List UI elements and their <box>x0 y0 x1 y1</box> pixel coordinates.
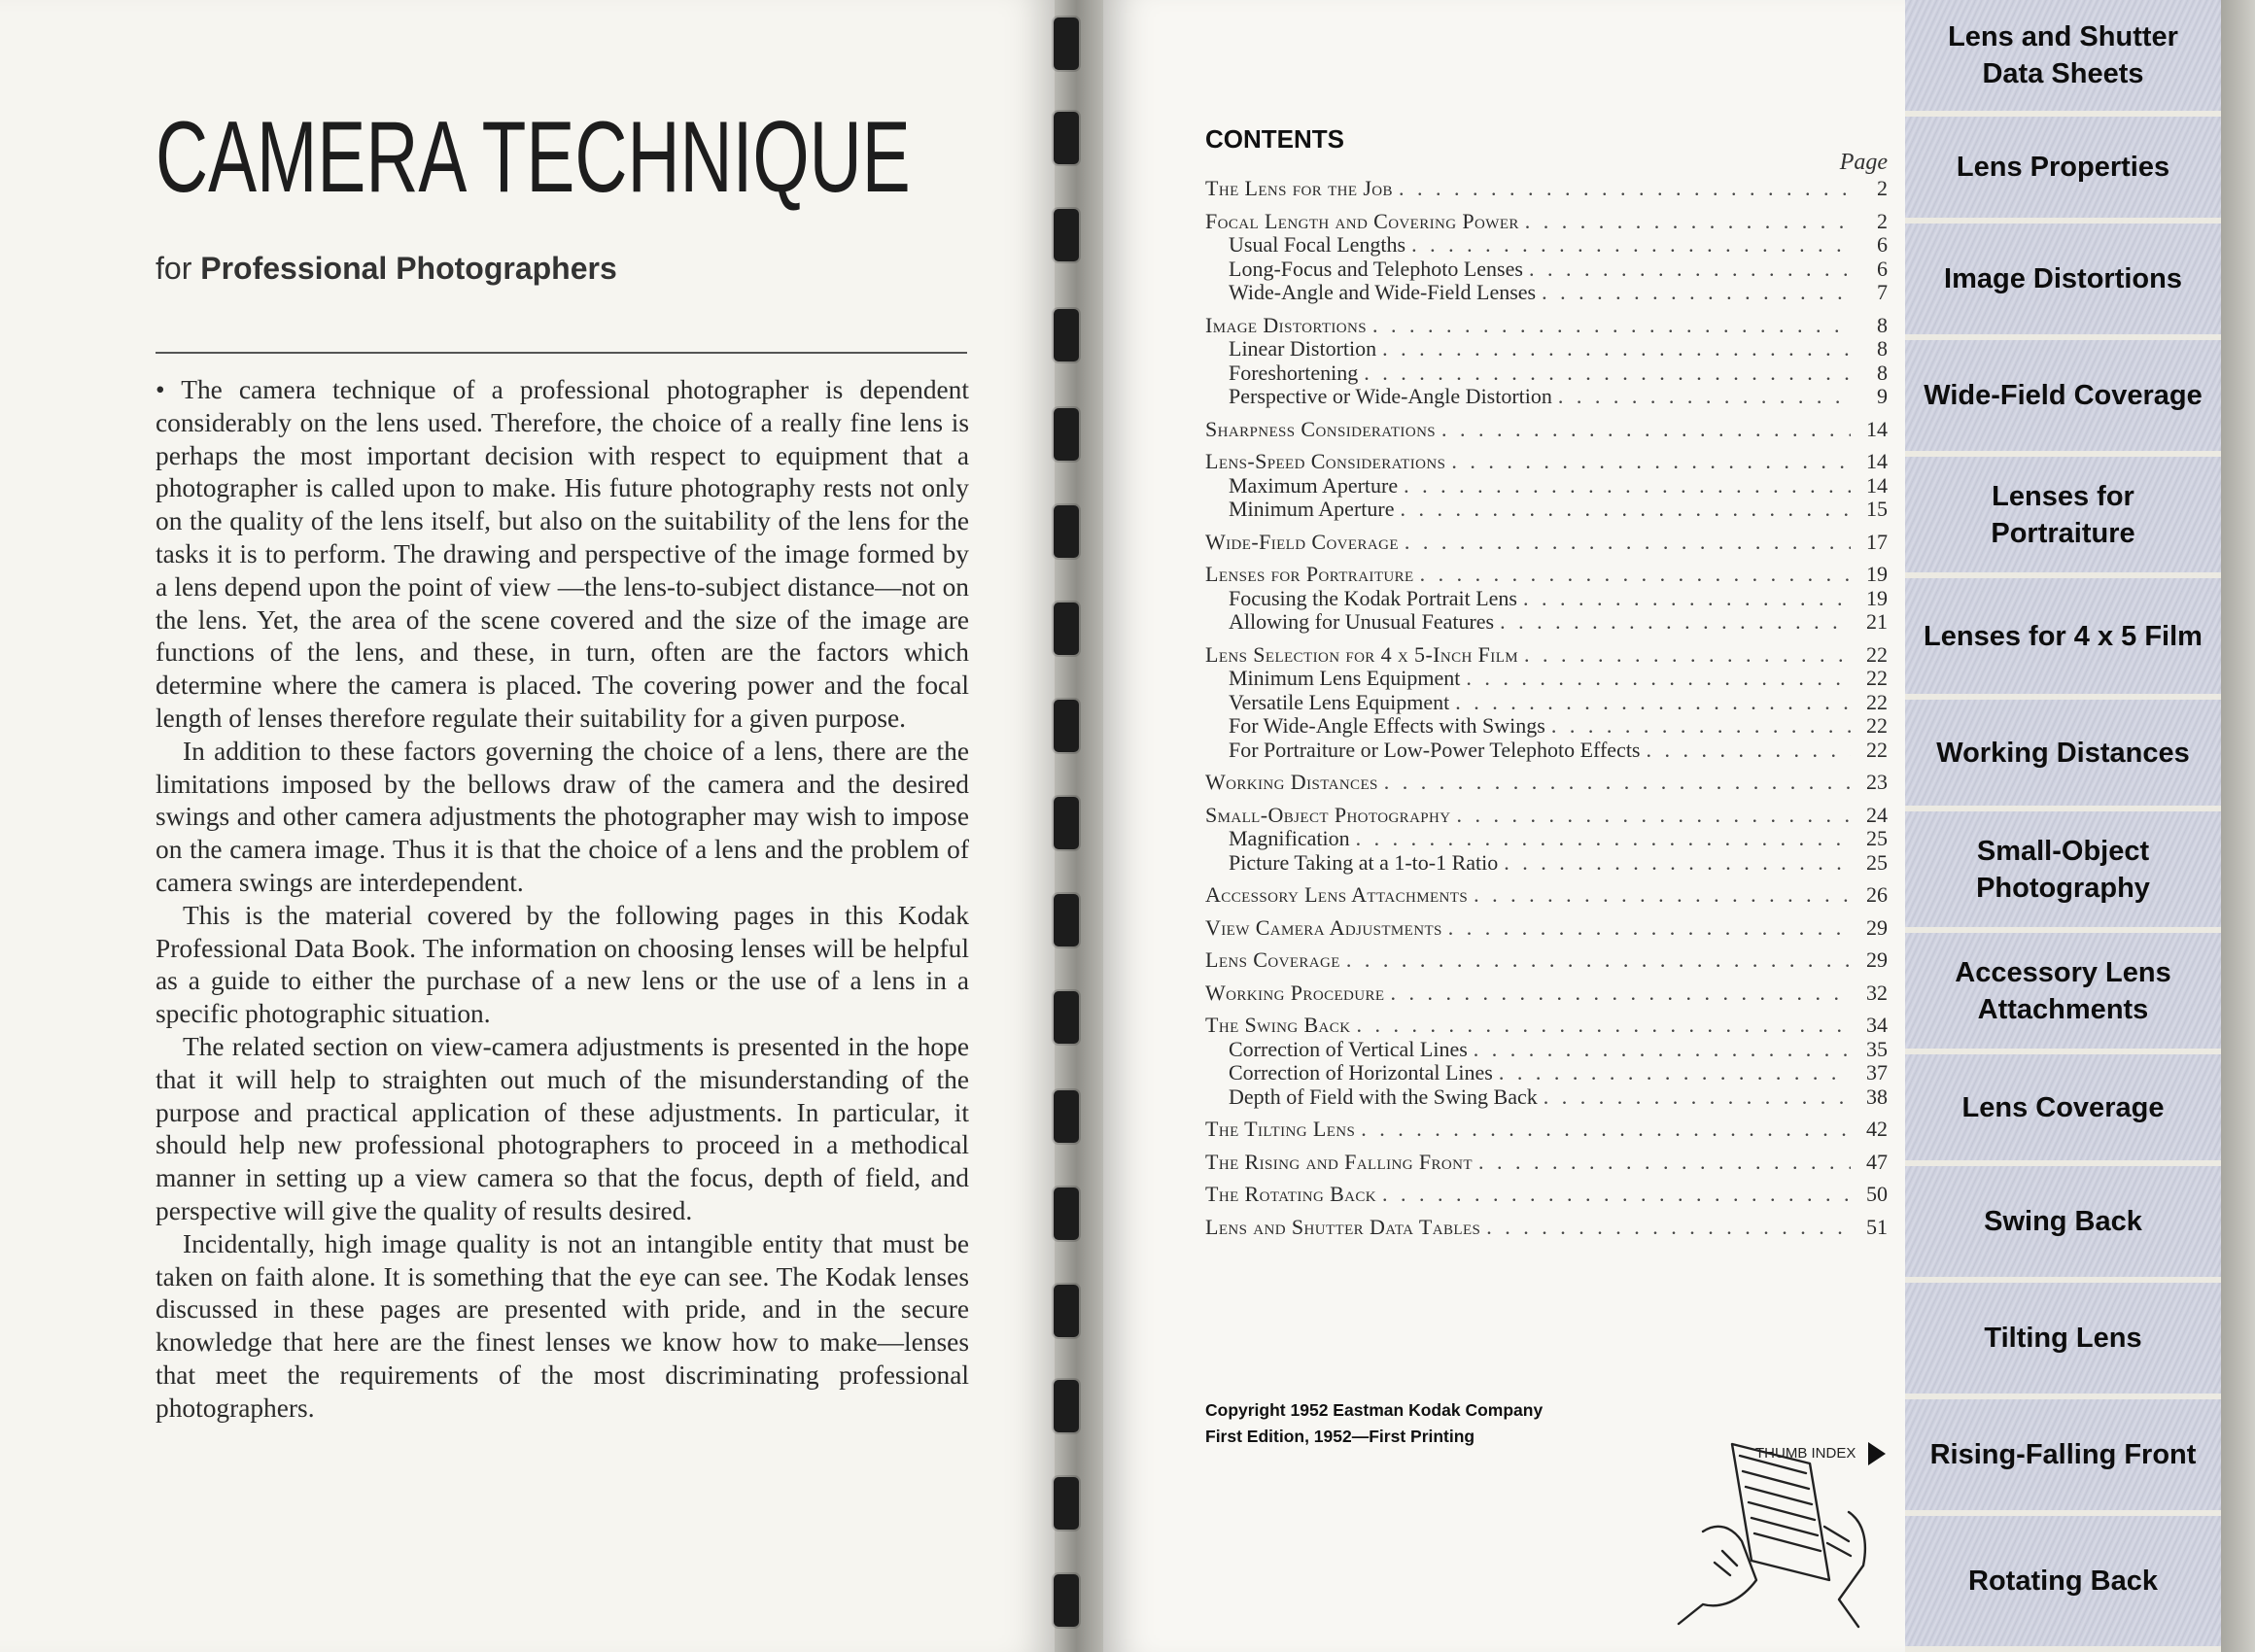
spiral-hole <box>1054 1574 1079 1627</box>
toc-page-number: 19 <box>1866 585 1888 610</box>
toc-leader-dots <box>1460 666 1851 691</box>
toc-entry-title: Accessory Lens Attachments <box>1205 882 1469 907</box>
toc-page-number: 25 <box>1866 849 1888 875</box>
toc-page-number: 42 <box>1866 1117 1888 1141</box>
toc-entry-title: Long-Focus and Telephoto Lenses <box>1229 256 1523 281</box>
toc-subentry[interactable] <box>1205 361 1888 385</box>
toc-entry-title: The Tilting Lens <box>1205 1117 1356 1141</box>
toc-entry-title: Perspective or Wide-Angle Distortion <box>1229 384 1552 408</box>
intro-paragraph: The related section on view-camera adjustments is presented in the hope that it will help to straighten out much of the misunderstanding of the purpose and practical application of these adjustments. In particular, it should help new professional photographers to proceed in a methodical manner in setting up a view camera so that the focus, depth of field, and perspective will give the quality of results desired. <box>156 1031 969 1225</box>
toc-group <box>1205 1182 1888 1206</box>
toc-leader-dots <box>1538 1084 1851 1110</box>
toc-entry[interactable] <box>1205 915 1888 940</box>
toc-subentry[interactable] <box>1205 232 1888 257</box>
toc-entry-title: The Swing Back <box>1205 1013 1351 1037</box>
thumb-index-label: THUMB INDEX <box>1755 1445 1856 1462</box>
toc-leader-dots <box>1436 417 1851 442</box>
toc-group <box>1205 882 1888 907</box>
toc-group <box>1205 803 1888 875</box>
toc-entry[interactable] <box>1205 417 1888 441</box>
toc-group <box>1205 947 1888 972</box>
toc-page-number: 24 <box>1866 802 1888 827</box>
toc-entry-title: Wide-Field Coverage <box>1205 529 1399 554</box>
toc-entry[interactable] <box>1205 642 1888 667</box>
toc-entry-title: The Rising and Falling Front <box>1205 1149 1473 1174</box>
toc-entry[interactable] <box>1205 209 1888 233</box>
toc-leader-dots <box>1398 473 1851 499</box>
toc-entry-title: Sharpness Considerations <box>1205 416 1437 441</box>
toc-page-number: 32 <box>1866 980 1888 1005</box>
spiral-hole <box>1054 408 1079 461</box>
subtitle-prefix: for <box>156 251 201 286</box>
left-page <box>0 0 1055 1652</box>
toc-entry-title: Magnification <box>1229 826 1350 850</box>
spiral-hole <box>1054 112 1079 164</box>
thumb-tab[interactable]: Tilting Lens <box>1905 1283 2221 1399</box>
toc-leader-dots <box>1442 915 1851 941</box>
toc-entry[interactable] <box>1205 1013 1888 1037</box>
toc-subentry[interactable] <box>1205 1037 1888 1061</box>
toc-leader-dots <box>1518 642 1851 668</box>
toc-page-number: 8 <box>1877 360 1888 385</box>
toc-entry-title: Lens and Shutter Data Tables <box>1205 1214 1481 1239</box>
toc-group <box>1205 449 1888 521</box>
title-rule <box>156 352 967 354</box>
toc-entry-title: For Portraiture or Low-Power Telephoto Effects <box>1229 737 1641 762</box>
toc-subentry[interactable] <box>1205 280 1888 304</box>
toc-subentry[interactable] <box>1205 850 1888 875</box>
toc-page-number: 8 <box>1877 336 1888 361</box>
toc-entry-title: Minimum Lens Equipment <box>1229 666 1461 690</box>
toc-group <box>1205 1215 1888 1239</box>
toc-leader-dots <box>1376 1182 1851 1207</box>
toc-group <box>1205 1117 1888 1141</box>
table-of-contents <box>1205 176 1888 1247</box>
toc-subentry[interactable] <box>1205 336 1888 361</box>
toc-entry-title: Focusing the Kodak Portrait Lens <box>1229 585 1517 610</box>
toc-entry[interactable] <box>1205 947 1888 972</box>
toc-leader-dots <box>1376 336 1851 361</box>
toc-page-number: 34 <box>1866 1013 1888 1037</box>
thumb-tab[interactable]: Lens Properties <box>1905 117 2221 224</box>
toc-entry-title: Picture Taking at a 1-to-1 Ratio <box>1229 849 1499 875</box>
toc-page-number: 50 <box>1866 1182 1888 1206</box>
spiral-binding-left <box>1050 0 1083 1652</box>
toc-page-number: 37 <box>1866 1060 1888 1084</box>
toc-entry-title: Focal Length and Covering Power <box>1205 208 1519 233</box>
thumb-tab[interactable]: Lens Coverage <box>1905 1054 2221 1166</box>
toc-leader-dots <box>1493 1060 1851 1085</box>
toc-leader-dots <box>1517 586 1851 611</box>
toc-leader-dots <box>1480 1215 1851 1240</box>
toc-subentry[interactable] <box>1205 257 1888 281</box>
intro-paragraph: In addition to these factors governing the choice of a lens, there are the limitations imposed by the bellows draw of the camera and the desired swings and other camera adjustments the photographer may wish to impose on the camera image. Thus it is that the choice of a lens and the problem of camera swings are interdependent. <box>156 736 969 897</box>
toc-entry[interactable] <box>1205 176 1888 200</box>
thumb-tab[interactable]: Image Distortions <box>1905 224 2221 340</box>
thumb-tab[interactable]: Small-Object Photography <box>1905 811 2221 933</box>
toc-group <box>1205 176 1888 200</box>
toc-leader-dots <box>1340 947 1851 973</box>
toc-entry-title: Minimum Aperture <box>1229 497 1395 521</box>
spiral-hole <box>1054 797 1079 849</box>
spiral-hole <box>1054 505 1079 558</box>
toc-entry[interactable] <box>1205 449 1888 473</box>
toc-page-number: 29 <box>1866 947 1888 972</box>
intro-paragraph: Incidentally, high image quality is not an intangible entity that must be taken on faith alone. It is something that the eye can see. The Kodak lenses discussed in these pages are presented with pride, and in the secure knowledge that here are the finest lenses we know how to make—lenses that meet the requirements of the most discriminating professional photographers. <box>156 1228 969 1423</box>
toc-page-number: 26 <box>1866 882 1888 907</box>
toc-page-number: 17 <box>1866 529 1888 554</box>
toc-leader-dots <box>1468 1037 1851 1062</box>
contents-heading: CONTENTS <box>1205 124 1344 154</box>
toc-subentry[interactable] <box>1205 826 1888 850</box>
intro-paragraph: • The camera technique of a professional photographer is dependent considerably on the lens used. Therefore, the choice of a really fine lens is perhaps the most important decision with respect to equipment that a photographer is called upon to make. His future photography rests not only on the quality of the lens itself, but also on the suitability of the lens for the tasks it is to perform. The drawing and perspective of the image formed by a lens depend upon the point of view —the lens-to-subject distance—not on the lens. Yet, the area of the scene covered and the size of the image are functions of the lens, and these, in turn, often are the factors which determine where the camera is placed. The covering power and the focal length of lenses therefore regulate their suitability for a given purpose. <box>156 375 969 733</box>
toc-page-number: 21 <box>1866 609 1888 634</box>
toc-entry-title: The Rotating Back <box>1205 1182 1377 1206</box>
thumb-tab[interactable]: Wide-Field Coverage <box>1905 340 2221 457</box>
toc-entry-title: Correction of Horizontal Lines <box>1229 1060 1493 1084</box>
copyright-line: Copyright 1952 Eastman Kodak Company <box>1205 1400 1544 1420</box>
toc-entry-title: Lens-Speed Considerations <box>1205 449 1446 473</box>
toc-entry-title: Linear Distortion <box>1229 336 1377 361</box>
spiral-hole <box>1054 1477 1079 1530</box>
spiral-hole <box>1054 209 1079 261</box>
toc-page-number: 25 <box>1866 826 1888 850</box>
edition-line: First Edition, 1952—First Printing <box>1205 1427 1475 1446</box>
toc-group <box>1205 1013 1888 1108</box>
page-column-label: Page <box>1839 150 1888 175</box>
toc-entry-title: Allowing for Unusual Features <box>1229 609 1495 634</box>
toc-page-number: 7 <box>1877 280 1888 304</box>
toc-entry-title: Usual Focal Lengths <box>1229 232 1406 257</box>
toc-leader-dots <box>1552 384 1851 409</box>
spiral-hole <box>1054 894 1079 946</box>
toc-page-number: 15 <box>1866 497 1888 521</box>
toc-page-number: 14 <box>1866 416 1888 441</box>
thumb-tab[interactable]: Rising-Falling Front <box>1905 1399 2221 1516</box>
toc-leader-dots <box>1494 609 1851 635</box>
thumb-tab[interactable]: Lens and Shutter Data Sheets <box>1905 0 2221 117</box>
toc-group <box>1205 915 1888 940</box>
toc-entry[interactable] <box>1205 1215 1888 1239</box>
toc-leader-dots <box>1545 713 1851 739</box>
spiral-hole <box>1054 309 1079 361</box>
toc-leader-dots <box>1384 981 1851 1006</box>
toc-leader-dots <box>1393 176 1851 201</box>
toc-entry[interactable] <box>1205 803 1888 827</box>
toc-entry-title: View Camera Adjustments <box>1205 914 1442 940</box>
toc-page-number: 22 <box>1866 737 1888 762</box>
toc-entry-title: Depth of Field with the Swing Back <box>1229 1084 1538 1109</box>
toc-page-number: 14 <box>1866 449 1888 473</box>
toc-leader-dots <box>1394 497 1851 522</box>
toc-entry-title: Lens Coverage <box>1205 947 1340 972</box>
page-edge <box>2221 0 2255 1652</box>
toc-leader-dots <box>1355 1117 1851 1142</box>
toc-subentry[interactable] <box>1205 586 1888 610</box>
toc-group <box>1205 981 1888 1005</box>
toc-subentry[interactable] <box>1205 384 1888 408</box>
toc-subentry[interactable] <box>1205 609 1888 634</box>
page-title: CAMERA TECHNIQUE <box>156 101 911 214</box>
toc-entry[interactable] <box>1205 770 1888 794</box>
thumb-index-tabs <box>1905 0 2221 1652</box>
toc-page-number: 6 <box>1877 256 1888 281</box>
toc-page-number: 51 <box>1866 1214 1888 1239</box>
toc-subentry[interactable] <box>1205 1060 1888 1084</box>
toc-page-number: 2 <box>1877 208 1888 233</box>
intro-paragraph: This is the material covered by the following pages in this Kodak Professional Data Book. The information on choosing lenses will be helpful as a guide to either the purchase of a new lens or the use of a lens in a specific photographic situation. <box>156 900 969 1029</box>
toc-entry-title: Lenses for Portraiture <box>1205 562 1414 586</box>
toc-page-number: 8 <box>1877 312 1888 337</box>
toc-subentry[interactable] <box>1205 1084 1888 1109</box>
spiral-hole <box>1054 1090 1079 1143</box>
toc-leader-dots <box>1449 690 1851 715</box>
toc-entry-title: Lens Selection for 4 x 5-Inch Film <box>1205 641 1518 667</box>
toc-page-number: 22 <box>1866 641 1888 667</box>
arrow-right-icon <box>1866 1440 1888 1467</box>
toc-page-number: 2 <box>1877 176 1888 200</box>
toc-group <box>1205 209 1888 304</box>
toc-entry-title: Maximum Aperture <box>1229 472 1399 498</box>
toc-entry[interactable] <box>1205 981 1888 1005</box>
thumb-tab[interactable]: Lenses for Portraiture <box>1905 457 2221 578</box>
toc-entry-title: Small-Object Photography <box>1205 802 1451 827</box>
toc-subentry[interactable] <box>1205 497 1888 521</box>
toc-entry[interactable] <box>1205 1117 1888 1141</box>
thumb-index-hands-icon <box>1664 1434 1897 1629</box>
toc-leader-dots <box>1498 850 1851 876</box>
toc-page-number: 22 <box>1866 713 1888 738</box>
toc-entry[interactable] <box>1205 530 1888 554</box>
copyright-notice <box>1205 1397 1543 1450</box>
toc-leader-dots <box>1468 882 1851 908</box>
thumb-tab[interactable]: Lenses for 4 x 5 Film <box>1905 578 2221 700</box>
toc-page-number: 9 <box>1877 384 1888 408</box>
toc-leader-dots <box>1445 449 1851 474</box>
toc-page-number: 29 <box>1866 914 1888 940</box>
toc-group <box>1205 642 1888 762</box>
toc-leader-dots <box>1523 257 1851 282</box>
toc-entry-title: Foreshortening <box>1229 360 1359 385</box>
toc-page-number: 14 <box>1866 472 1888 498</box>
toc-leader-dots <box>1641 738 1852 763</box>
intro-text <box>156 374 969 1426</box>
thumb-tab[interactable]: Swing Back <box>1905 1166 2221 1283</box>
toc-entry[interactable] <box>1205 313 1888 337</box>
toc-entry-title: Image Distortions <box>1205 312 1368 337</box>
toc-subentry[interactable] <box>1205 666 1888 690</box>
spiral-hole <box>1054 1380 1079 1432</box>
page-subtitle <box>156 251 617 287</box>
toc-leader-dots <box>1367 313 1851 338</box>
toc-leader-dots <box>1358 361 1851 386</box>
toc-leader-dots <box>1451 803 1851 828</box>
toc-group <box>1205 770 1888 794</box>
spiral-hole <box>1054 17 1079 70</box>
spiral-hole <box>1054 1187 1079 1240</box>
toc-group <box>1205 313 1888 408</box>
toc-leader-dots <box>1350 1013 1851 1038</box>
toc-page-number: 19 <box>1866 562 1888 586</box>
subtitle-emphasis: Professional Photographers <box>200 251 617 286</box>
toc-page-number: 23 <box>1866 770 1888 794</box>
toc-entry-title: Working Procedure <box>1205 980 1385 1005</box>
toc-entry[interactable] <box>1205 882 1888 907</box>
spiral-hole <box>1054 700 1079 752</box>
toc-leader-dots <box>1519 209 1851 234</box>
toc-leader-dots <box>1350 826 1851 851</box>
toc-leader-dots <box>1536 280 1851 305</box>
toc-group <box>1205 562 1888 634</box>
toc-page-number: 35 <box>1866 1036 1888 1061</box>
toc-entry-title: The Lens for the Job <box>1205 176 1393 200</box>
toc-page-number: 22 <box>1866 689 1888 714</box>
spiral-hole <box>1054 602 1079 655</box>
toc-page-number: 6 <box>1877 232 1888 257</box>
toc-leader-dots <box>1405 232 1851 258</box>
spiral-hole <box>1054 991 1079 1044</box>
toc-entry[interactable] <box>1205 1182 1888 1206</box>
toc-leader-dots <box>1473 1150 1851 1175</box>
toc-subentry[interactable] <box>1205 738 1888 762</box>
toc-page-number: 38 <box>1866 1084 1888 1109</box>
toc-group <box>1205 1150 1888 1174</box>
toc-entry-title: Working Distances <box>1205 770 1378 794</box>
spiral-hole <box>1054 1285 1079 1337</box>
toc-subentry[interactable] <box>1205 713 1888 738</box>
toc-entry-title: For Wide-Angle Effects with Swings <box>1229 713 1545 738</box>
toc-entry-title: Wide-Angle and Wide-Field Lenses <box>1229 280 1537 304</box>
toc-subentry[interactable] <box>1205 690 1888 714</box>
thumb-tab[interactable]: Working Distances <box>1905 700 2221 811</box>
thumb-tab[interactable]: Accessory Lens Attachments <box>1905 933 2221 1054</box>
toc-leader-dots <box>1414 562 1851 587</box>
toc-entry-title: Correction of Vertical Lines <box>1229 1036 1468 1061</box>
toc-group <box>1205 417 1888 441</box>
toc-page-number: 47 <box>1866 1149 1888 1174</box>
toc-entry[interactable] <box>1205 562 1888 586</box>
toc-group <box>1205 530 1888 554</box>
toc-entry[interactable] <box>1205 1150 1888 1174</box>
toc-leader-dots <box>1378 770 1851 795</box>
thumb-tab[interactable]: Rotating Back <box>1905 1516 2221 1652</box>
toc-subentry[interactable] <box>1205 473 1888 498</box>
toc-entry-title: Versatile Lens Equipment <box>1229 689 1450 714</box>
toc-leader-dots <box>1399 530 1851 555</box>
toc-page-number: 22 <box>1866 666 1888 690</box>
